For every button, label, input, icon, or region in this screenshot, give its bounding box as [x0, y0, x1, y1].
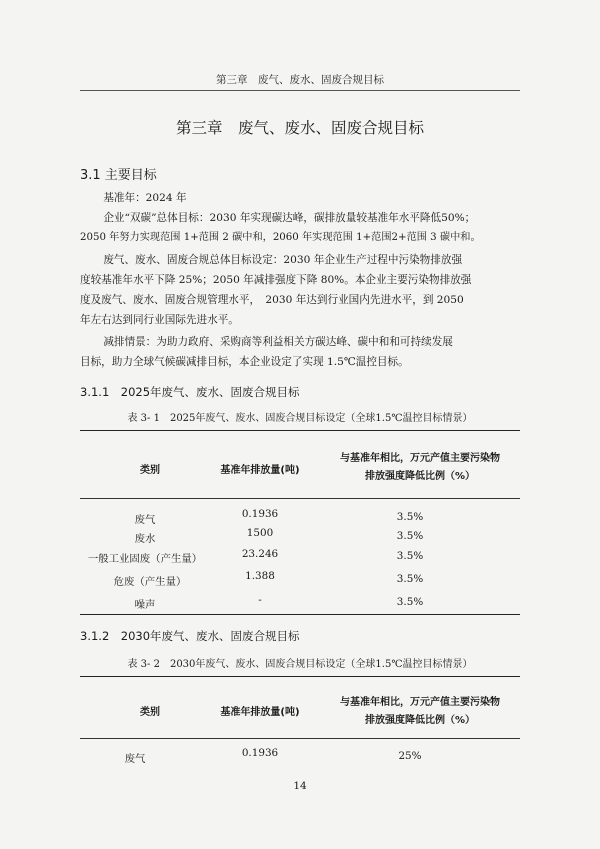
column-header-reduction-line: 排放强度降低比例（%） — [364, 471, 476, 482]
table-top-rule — [80, 430, 520, 431]
table-cell-baseline: 1.388 — [245, 570, 275, 582]
table-cell-baseline: 0.1936 — [241, 508, 279, 520]
table-bottom-rule — [80, 614, 520, 615]
table-cell-baseline: 23.246 — [241, 548, 279, 560]
chapter-title: 第三章 废气、废水、固废合规目标 — [175, 119, 424, 137]
table-caption-3-1: 表 3- 1 2025年废气、废水、固废合规目标设定（全球1.5℃温控目标情景） — [127, 413, 473, 424]
table-cell-baseline: 0.1936 — [241, 747, 279, 759]
table-cell-reduction: 3.5% — [396, 530, 424, 542]
paragraph-line: 废气、废水、固废合规总体目标设定：2030 年企业生产过程中污染物排放强 — [103, 254, 463, 266]
header-rule — [80, 90, 520, 91]
column-header-category: 类别 — [140, 707, 160, 718]
page-number: 14 — [293, 780, 307, 792]
paragraph-base-year — [80, 188, 516, 208]
running-header: 第三章 废气、废水、固废合规目标 — [216, 74, 384, 86]
paragraph-line: 基准年：2024 年 — [103, 192, 187, 204]
column-header-reduction — [320, 694, 520, 730]
paragraph-line: 2050 年努力实现范围 1+范围 2 碳中和，2060 年实现范围 1+范围2+范围 3 碳中和。 — [80, 232, 481, 243]
table-cell-reduction: 3.5% — [396, 511, 424, 523]
paragraph-line: 度及废气、废水、固废合规管理水平， 2030 年达到行业国内先进水平，到 2050 — [80, 294, 464, 306]
column-header-baseline: 基准年排放量(吨) — [220, 707, 300, 718]
table-cell-reduction: 3.5% — [396, 573, 424, 585]
table-cell-category: 噪声 — [134, 599, 156, 611]
section-heading-3-1-2: 3.1.2 2030年废气、废水、固废合规目标 — [80, 629, 300, 643]
paragraph-reduction-scenario — [80, 332, 516, 372]
table-cell-reduction: 3.5% — [396, 550, 424, 562]
column-header-category: 类别 — [140, 465, 160, 476]
table-cell-category: 废气 — [124, 753, 146, 765]
section-heading-3-1: 3.1 主要目标 — [80, 168, 157, 183]
column-header-reduction-line: 与基准年相比，万元产值主要污染物 — [340, 453, 500, 464]
paragraph-line: 减排情景：为助力政府、采购商等利益相关方碳达峰、碳中和和可持续发展 — [103, 336, 453, 348]
table-cell-baseline: - — [258, 594, 262, 606]
paragraph-line: 年左右达到同行业国际先进水平。 — [80, 314, 239, 326]
column-header-reduction — [320, 450, 520, 486]
table-header-rule — [80, 498, 520, 499]
table-cell-category: 废气 — [134, 514, 156, 526]
column-header-reduction-line: 与基准年相比，万元产值主要污染物 — [340, 697, 500, 708]
table-top-rule — [80, 676, 520, 677]
table-cell-category: 一般工业固废（产生量） — [87, 553, 203, 565]
table-cell-baseline: 1500 — [246, 527, 274, 539]
paragraph-compliance-goal — [80, 250, 516, 330]
paragraph-dual-carbon-goal — [80, 208, 516, 248]
table-cell-reduction: 3.5% — [396, 596, 424, 608]
table-cell-category: 危废（产生量） — [113, 576, 187, 588]
table-header-rule — [80, 738, 520, 739]
section-heading-3-1-1: 3.1.1 2025年废气、废水、固废合规目标 — [80, 385, 300, 399]
table-cell-category: 废水 — [134, 533, 156, 545]
paragraph-line: 企业“双碳”总体目标：2030 年实现碳达峰，碳排放量较基准年水平降低50%； — [103, 212, 476, 224]
table-cell-reduction: 25% — [398, 750, 422, 762]
paragraph-line: 度较基准年水平下降 25%；2050 年减排强度下降 80%。本企业主要污染物排放强 — [80, 274, 472, 286]
table-caption-3-2: 表 3- 2 2030年废气、废水、固废合规目标设定（全球1.5℃温控目标情景） — [127, 659, 473, 670]
column-header-reduction-line: 排放强度降低比例（%） — [364, 715, 476, 726]
paragraph-line: 目标，助力全球气候碳减排目标，本企业设定了实现 1.5℃温控目标。 — [80, 356, 409, 368]
column-header-baseline: 基准年排放量(吨) — [220, 465, 300, 476]
